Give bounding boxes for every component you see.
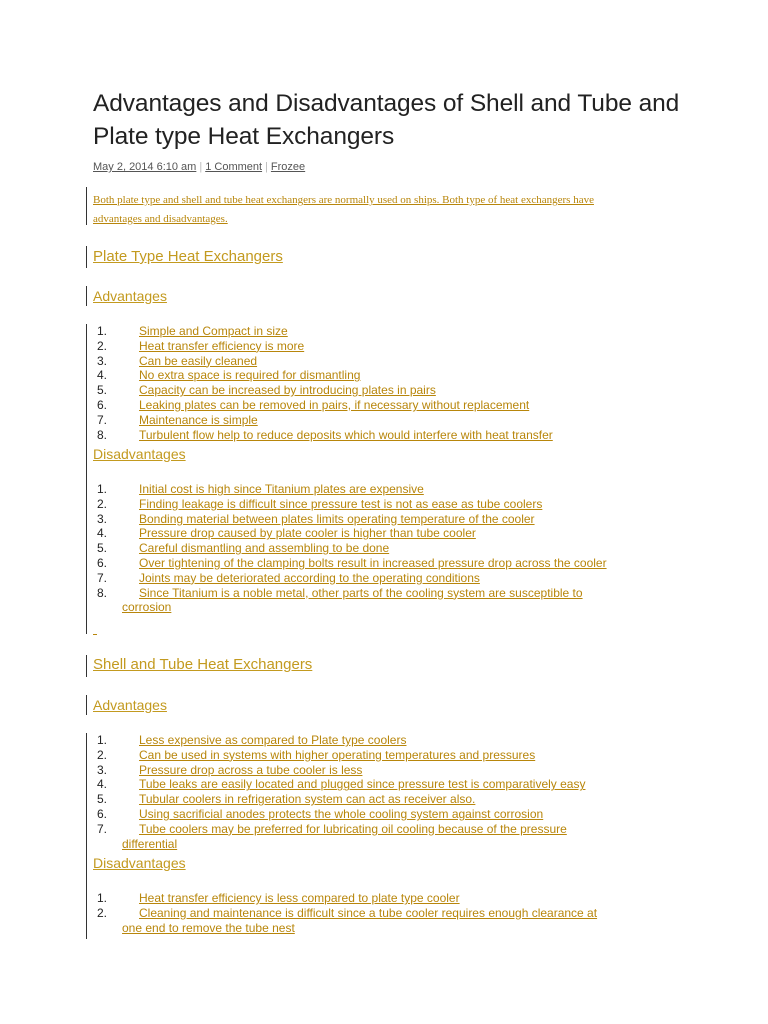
shell-advantages-heading[interactable]: Advantages	[93, 697, 167, 713]
list-item-number: 7.	[97, 570, 108, 585]
list-item-number: 2.	[97, 496, 108, 511]
list-item-link[interactable]: Heat transfer efficiency is less compared to plate type cooler	[139, 891, 460, 905]
list-item-link[interactable]: Can be used in systems with higher operating temperatures and pressures	[139, 747, 536, 762]
list-item-number: 3.	[97, 511, 108, 526]
list-item-number: 2.	[97, 747, 108, 762]
article-title: Advantages and Disadvantages of Shell and Tube and Plate type Heat Exchangers	[93, 90, 680, 150]
plate-disadvantages-heading[interactable]: Disadvantages	[93, 446, 186, 462]
list-item-link[interactable]: Less expensive as compared to Plate type coolers	[139, 733, 407, 747]
list-item-number: 3.	[97, 353, 108, 368]
plate-heading[interactable]: Plate Type Heat Exchangers	[93, 248, 283, 265]
list-item-link-continuation[interactable]: differential	[122, 836, 178, 851]
list-item-link[interactable]: Pressure drop caused by plate cooler is higher than tube cooler	[139, 526, 476, 541]
list-item-link[interactable]: Finding leakage is difficult since pressure test is not as ease as tube coolers	[139, 496, 543, 511]
list-item-link[interactable]: Over tightening of the clamping bolts result in increased pressure drop across the cooler	[139, 556, 607, 570]
list-item-number: 1.	[97, 891, 108, 905]
list-item-number: 4.	[97, 368, 108, 383]
list-item-link-continuation[interactable]: corrosion	[122, 600, 172, 615]
list-item-link[interactable]: Using sacrificial anodes protects the whole cooling system against corrosion	[139, 807, 544, 821]
list-item-link[interactable]: Heat transfer efficiency is more	[139, 338, 305, 353]
meta-separator: |	[199, 161, 203, 173]
list-item-number: 6.	[97, 556, 108, 570]
list-item-link[interactable]: Turbulent flow help to reduce deposits which would interfere with heat transfer	[139, 427, 553, 442]
article-meta	[93, 161, 305, 173]
section-bar	[86, 246, 87, 268]
intro-paragraph[interactable]: Both plate type and shell and tube heat exchangers are normally used on ships. Both type of heat exchangers have advantages and disadvantages.	[93, 194, 594, 225]
quote-bar	[86, 187, 87, 225]
section-bar	[86, 655, 87, 677]
list-item-number: 4.	[97, 777, 108, 792]
list-item-number: 5.	[97, 383, 108, 398]
shell-heading[interactable]: Shell and Tube Heat Exchangers	[93, 656, 313, 673]
list-bar	[86, 733, 87, 939]
section-bar	[86, 695, 87, 715]
list-item-link[interactable]: Maintenance is simple	[139, 412, 258, 427]
comments-link[interactable]: 1 Comment	[205, 161, 263, 173]
list-item-link[interactable]: No extra space is required for dismantling	[139, 368, 361, 383]
empty-link[interactable]	[93, 626, 97, 635]
list-item-number: 3.	[97, 762, 108, 777]
list-bar	[86, 324, 87, 634]
list-item-number: 4.	[97, 526, 108, 541]
list-item-link[interactable]: Capacity can be increased by introducing plates in pairs	[139, 383, 436, 398]
list-item-link[interactable]: Cleaning and maintenance is difficult since a tube cooler requires enough clearance at	[139, 905, 598, 920]
plate-advantages-heading[interactable]: Advantages	[93, 288, 167, 304]
list-item-number: 2.	[97, 338, 108, 353]
list-item-number: 7.	[97, 412, 108, 427]
list-item-number: 6.	[97, 807, 108, 821]
list-item-number: 1.	[97, 324, 108, 338]
date-link[interactable]: May 2, 2014 6:10 am	[93, 161, 197, 173]
list-item-link[interactable]: Leaking plates can be removed in pairs, if necessary without replacement	[139, 398, 530, 412]
list-item-number: 8.	[97, 427, 108, 442]
list-item-link[interactable]: Bonding material between plates limits operating temperature of the cooler	[139, 511, 535, 526]
shell-disadvantages-heading[interactable]: Disadvantages	[93, 855, 186, 871]
list-item-link[interactable]: Careful dismantling and assembling to be done	[139, 541, 390, 556]
list-item-link-continuation[interactable]: one end to remove the tube nest	[122, 920, 295, 935]
list-item-number: 6.	[97, 398, 108, 412]
list-item-link[interactable]: Joints may be deteriorated according to the operating conditions	[139, 570, 480, 585]
meta-separator: |	[265, 161, 268, 173]
list-item-number: 8.	[97, 585, 108, 600]
list-item-link[interactable]: Initial cost is high since Titanium plates are expensive	[139, 482, 424, 496]
list-item-link[interactable]: Since Titanium is a noble metal, other parts of the cooling system are susceptible to	[139, 585, 583, 600]
list-item-link[interactable]: Simple and Compact in size	[139, 324, 288, 338]
list-item-number: 1.	[97, 482, 108, 496]
list-item-link[interactable]: Can be easily cleaned	[139, 353, 258, 368]
list-item-link[interactable]: Tube coolers may be preferred for lubricating oil cooling because of the pressure	[139, 821, 567, 836]
list-item-number: 5.	[97, 541, 108, 556]
list-item-link[interactable]: Tube leaks are easily located and plugged since pressure test is comparatively easy	[139, 777, 586, 792]
list-item-number: 5.	[97, 792, 108, 807]
list-item-number: 1.	[97, 733, 108, 747]
list-item-number: 7.	[97, 821, 108, 836]
section-bar	[86, 286, 87, 306]
author-link[interactable]: Frozee	[270, 161, 306, 173]
list-item-link[interactable]: Tubular coolers in refrigeration system can act as receiver also.	[139, 792, 476, 807]
list-item-number: 2.	[97, 905, 108, 920]
list-item-link[interactable]: Pressure drop across a tube cooler is less	[139, 762, 363, 777]
